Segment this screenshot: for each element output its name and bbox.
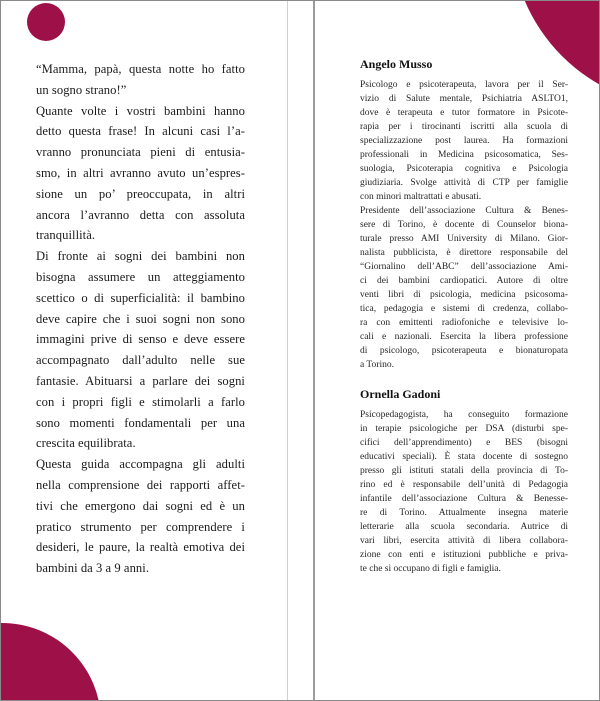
text-line: suologia, Psicoterapia cognitiva e Psicologia: [360, 164, 568, 174]
text-line: “Mamma, papà, questa notte ho fatto: [36, 62, 245, 76]
text-line: crescita equilibrata.: [36, 436, 136, 451]
text-line: accompagnato dall’adulto nelle sue: [36, 353, 245, 368]
text-line: cali e nazionali. Esercita la libera professione: [360, 332, 568, 342]
text-line: ancora l’avranno detta con assoluta: [36, 207, 245, 222]
text-line: venti libri di psicologia, medicina psicosoma-: [360, 290, 568, 300]
text-line: ci dei bambini cardiopatici. Autore di oltre: [360, 276, 568, 286]
text-line: sono momenti fondamentali per una: [36, 415, 245, 430]
author-bio-text: [360, 408, 568, 576]
author-name-heading: Ornella Gadoni: [360, 387, 441, 401]
text-line: zione con enti e istituzioni pubbliche e priva-: [360, 550, 568, 560]
text-line: Psicologo e psicoterapeuta, lavora per il Ser-: [360, 80, 568, 90]
author-block-angelo-musso: [360, 57, 568, 372]
authors-column: [360, 57, 568, 576]
text-line: detto questa frase! In alcuni casi l’a-: [36, 124, 245, 139]
text-line: Presidente dell’associazione Cultura & Benes-: [360, 206, 568, 216]
text-line: vari libri, esercita attività di libera collabora-: [360, 536, 568, 546]
text-line: vizio di Salute mentale, Psichiatria ASLTO1,: [360, 94, 568, 104]
text-line: di psicologo, psicoterapeuta e bionaturopata: [360, 346, 568, 356]
text-line: nella comprensione dei rapporti affet-: [36, 477, 245, 492]
text-line: smo, in altri avranno avuto un’espres-: [36, 165, 245, 180]
text-line: giudiziaria. Svolge attività di CTP per famiglie: [360, 178, 568, 188]
text-line: un sogno strano!”: [36, 82, 127, 97]
text-line: fantasie. Abituarsi a parlare dei sogni: [36, 373, 245, 388]
text-line: scettico o di superficialità: il bambino: [36, 290, 245, 305]
book-blurb-text: [36, 59, 245, 579]
corner-circle-decoration-bottom-left: [0, 623, 101, 701]
text-line: rapia per i tirocinanti iscritti alla scuola di: [360, 122, 568, 132]
text-line: Di fronte ai sogni dei bambini non: [36, 249, 245, 264]
fold-line-left: [287, 1, 288, 700]
text-line: Questa guida accompagna gli adulti: [36, 457, 245, 472]
text-line: bambini da 3 a 9 anni.: [36, 561, 150, 576]
text-line: in terapie psicologiche per DSA (disturbi spe-: [360, 424, 568, 434]
text-line: tivi che emergono dai sogni ed è un: [36, 498, 245, 513]
text-line: Quante volte i vostri bambini hanno: [36, 103, 245, 118]
author-name-heading: Angelo Musso: [360, 57, 433, 71]
text-line: “Giornalino dell’ABC” dell’associazione Ami-: [360, 262, 568, 272]
text-line: Psicopedagogista, ha conseguito formazione: [360, 410, 568, 420]
text-line: ra con emittenti radiofoniche e televisive lo-: [360, 318, 568, 328]
text-line: presso gli istituti statali della provincia di To-: [360, 466, 568, 476]
text-line: tranquillità.: [36, 228, 96, 243]
text-line: dove è terapeuta e tutor formatore in Psicote-: [360, 108, 568, 118]
text-line: immagini prive di senso e deve essere: [36, 332, 245, 347]
text-line: infantile dell’associazione Cultura & Benesse-: [360, 494, 568, 504]
text-line: cifici dell’apprendimento) e BES (bisogni: [360, 438, 568, 448]
text-line: specializzazione post laurea. Ha formazioni: [360, 136, 568, 146]
text-line: educativi speciali). È stata docente di sostegno: [360, 452, 568, 462]
author-block-ornella-gadoni: [360, 387, 568, 576]
text-line: re di Torino. Attualmente insegna materie: [360, 508, 568, 518]
text-line: sione un po’ preoccupata, in altri: [36, 186, 245, 201]
text-line: te che si occupano di figli e famiglia.: [360, 564, 501, 574]
text-line: letterarie alla scuola secondaria. Autrice di: [360, 522, 568, 532]
text-line: vranno pronunciata pieni di entusia-: [36, 145, 245, 160]
author-bio-text: [360, 78, 568, 372]
text-line: pratico strumento per comprendere i: [36, 519, 245, 534]
text-line: bisogna assumere un atteggiamento: [36, 269, 245, 284]
text-line: desideri, le paure, la realtà emotiva dei: [36, 540, 245, 555]
text-line: a Torino.: [360, 360, 394, 370]
text-line: deve capire che i suoi sogni non sono: [36, 311, 245, 326]
text-line: tica, pedagogia e sistemi di credenza, collabo-: [360, 304, 568, 314]
text-line: rino ed è responsabile dell’unità di Pedagogia: [360, 480, 568, 490]
text-line: nalista pubblicista, è direttore responsabile del: [360, 248, 568, 258]
text-line: con minori maltrattati e abusati.: [360, 192, 482, 202]
text-line: con i propri figli e stimolarli a farlo: [36, 394, 245, 409]
text-line: turale presso AMI University di Milano. Gior-: [360, 234, 568, 244]
text-line: sere di Torino, è docente di Counselor biona-: [360, 220, 568, 230]
fold-line-right: [313, 1, 315, 700]
text-line: professionali in Medicina psicosomatica, Ses-: [360, 150, 568, 160]
corner-circle-decoration-top-left: [27, 3, 65, 41]
